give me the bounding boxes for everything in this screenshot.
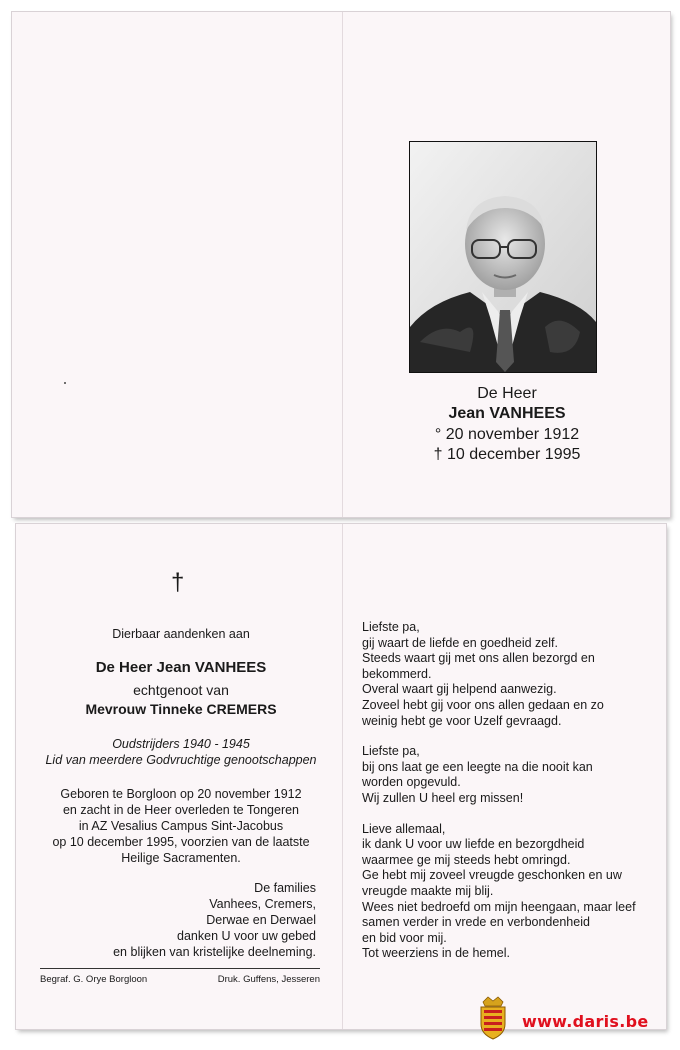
bio-line: Heilige Sacramenten. (121, 851, 241, 865)
spouse-label: echtgenoot van (133, 682, 229, 698)
poem-line: Liefste pa, (362, 744, 420, 759)
poem-line: Ge hebt mij zoveel vreugde geschonken en uw (362, 868, 622, 883)
family-line: danken U voor uw gebed (177, 929, 316, 943)
poem-line: bekommerd. (362, 666, 432, 681)
family-line: en blijken van kristelijke deelneming. (113, 945, 316, 959)
bio-line: Geboren te Borgloon op 20 november 1912 (60, 787, 302, 801)
bio-line: in AZ Vesalius Campus Sint-Jacobus (78, 819, 284, 833)
poem-line: worden opgevuld. (362, 775, 461, 790)
cross-icon: † (171, 569, 185, 596)
poem (362, 620, 652, 977)
printer: Druk. Guffens, Jesseren (217, 974, 320, 985)
poem-line: bij ons laat ge een leegte na die nooit kan (362, 759, 593, 774)
poem-line: Wees niet bedroefd om mijn heengaan, maar leef (362, 899, 636, 914)
poem-line: Tot weerziens in de hemel. (362, 946, 510, 961)
card-front (12, 12, 670, 517)
card-fold (342, 524, 343, 1029)
card-inside (16, 524, 666, 1029)
biography (36, 786, 326, 866)
spouse-name: Mevrouw Tinneke CREMERS (85, 701, 277, 717)
poem-line: ik dank U voor uw liefde en bezorgdheid (362, 837, 585, 852)
poem-line: weinig hebt ge voor Uzelf gevraagd. (362, 713, 562, 728)
funeral-director: Begraf. G. Orye Borgloon (40, 974, 148, 985)
portrait-figure (410, 142, 596, 372)
poem-line: Steeds waart gij met ons allen bezorgd en (362, 651, 595, 666)
family-thanks (36, 880, 316, 960)
poem-line: waarmee ge mij steeds hebt omringd. (362, 852, 571, 867)
poem-stanza (362, 822, 652, 962)
portrait-photo (409, 141, 597, 373)
memorial-intro: Dierbaar aandenken aan (112, 627, 250, 641)
poem-line: Overal waart gij helpend aanwezig. (362, 682, 557, 697)
poem-line: samen verder in vrede en verbondenheid (362, 915, 590, 930)
society-note: Lid van meerdere Godvruchtige genootschappen (45, 753, 317, 767)
birth-date: ° 20 november 1912 (434, 426, 580, 443)
bio-line: en zacht in de Heer overleden te Tongeren (62, 803, 300, 817)
veteran-note: Oudstrijders 1940 - 1945 (112, 737, 250, 751)
poem-line: gij waart de liefde en goedheid zelf. (362, 635, 558, 650)
poem-stanza (362, 620, 652, 729)
family-line: De families (254, 881, 316, 895)
front-honorific: De Heer (477, 385, 537, 402)
death-date: † 10 december 1995 (433, 446, 581, 463)
poem-line: Zoveel hebt gij voor ons allen gedaan en zo (362, 697, 604, 712)
watermark-link[interactable]: www.daris.be (522, 1012, 649, 1031)
poem-line: vreugde maakte mij blij. (362, 883, 494, 898)
card-fold (342, 12, 343, 517)
poem-line: Liefste pa, (362, 620, 420, 634)
family-line: Vanhees, Cremers, (209, 897, 316, 911)
bio-line: op 10 december 1995, voorzien van de laatste (52, 835, 310, 849)
family-line: Derwae en Derwael (206, 913, 316, 927)
poem-stanza (362, 744, 652, 806)
poem-line: en bid voor mij. (362, 930, 447, 945)
footer-divider (40, 968, 320, 969)
coat-of-arms-icon (478, 996, 508, 1040)
poem-line: Wij zullen U heel erg missen! (362, 790, 524, 805)
front-name: Jean VANHEES (448, 405, 566, 422)
speck (64, 382, 66, 384)
poem-line: Lieve allemaal, (362, 821, 446, 836)
deceased-name: De Heer Jean VANHEES (95, 659, 267, 676)
